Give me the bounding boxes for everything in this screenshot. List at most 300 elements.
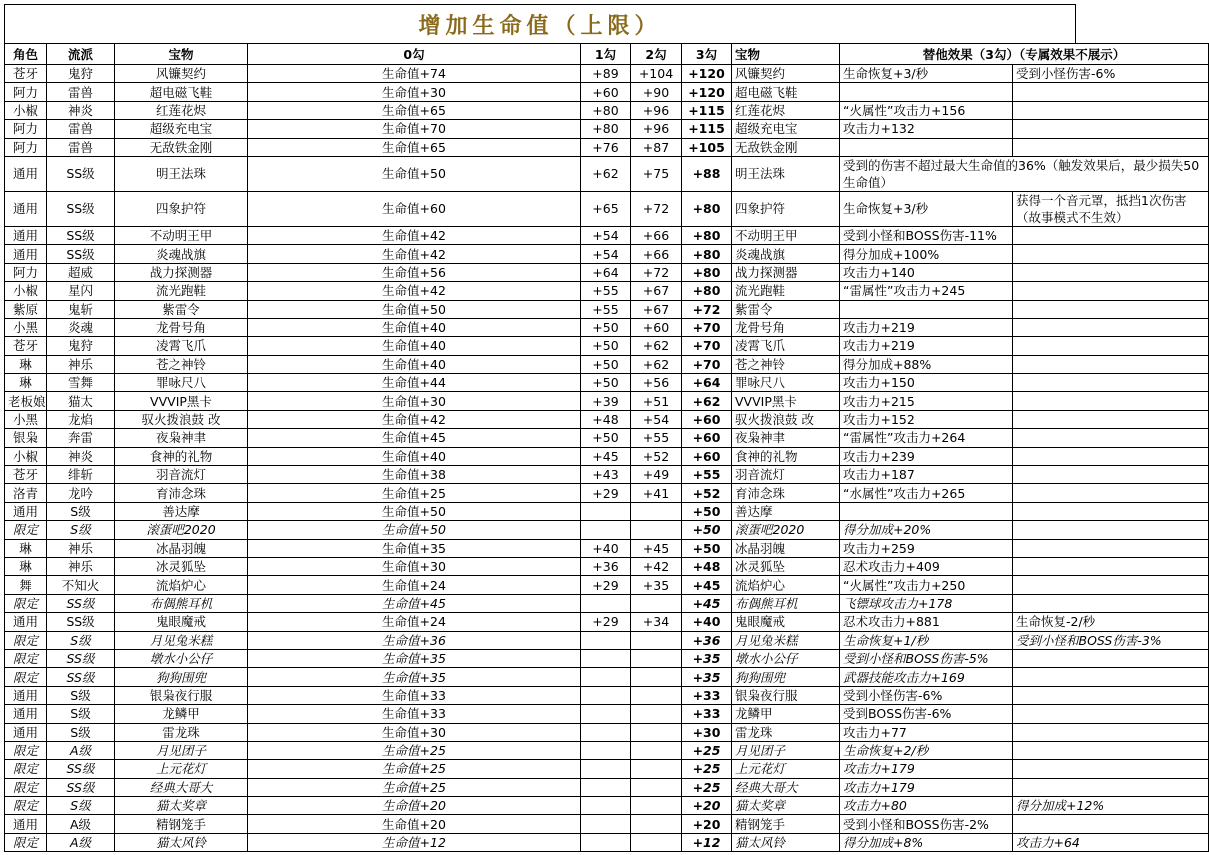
table-row xyxy=(5,705,1209,723)
cell-treasure-name: 不动明王甲 xyxy=(732,226,840,244)
table-row xyxy=(5,300,1209,318)
cell-treasure: 四象护符 xyxy=(115,191,248,226)
cell-school: 绯斩 xyxy=(47,466,115,484)
cell-tick0: 生命值+30 xyxy=(248,557,581,575)
cell-role: 通用 xyxy=(5,226,47,244)
cell-school: SS级 xyxy=(47,245,115,263)
cell-school: SS级 xyxy=(47,613,115,631)
cell-treasure-name: 四象护符 xyxy=(732,191,840,226)
cell-treasure: 猫太奖章 xyxy=(115,797,248,815)
cell-tick2: +67 xyxy=(631,282,682,300)
cell-treasure: 明王法珠 xyxy=(115,156,248,191)
table-row xyxy=(5,502,1209,520)
cell-treasure-name: 超电磁飞鞋 xyxy=(732,83,840,101)
cell-school: A级 xyxy=(47,741,115,759)
sheet-title: 增加生命值（上限） xyxy=(4,4,1076,43)
cell-role: 限定 xyxy=(5,833,47,851)
cell-tick3: +20 xyxy=(682,815,732,833)
cell-tick3: +50 xyxy=(682,539,732,557)
cell-tick1 xyxy=(581,760,631,778)
cell-tick1: +48 xyxy=(581,410,631,428)
cell-tick0: 生命值+24 xyxy=(248,613,581,631)
table-row xyxy=(5,392,1209,410)
cell-school: SS级 xyxy=(47,668,115,686)
cell-tick1: +54 xyxy=(581,226,631,244)
cell-tick0: 生命值+42 xyxy=(248,245,581,263)
cell-tick3: +40 xyxy=(682,613,732,631)
cell-effect-2 xyxy=(1013,83,1209,101)
cell-tick1 xyxy=(581,521,631,539)
cell-effect-2 xyxy=(1013,705,1209,723)
cell-role: 老板娘 xyxy=(5,392,47,410)
cell-tick3: +72 xyxy=(682,300,732,318)
cell-effect-2: 受到小怪伤害-6% xyxy=(1013,65,1209,83)
cell-treasure-name: 上元花灯 xyxy=(732,760,840,778)
cell-school: 奔雷 xyxy=(47,429,115,447)
cell-tick3: +20 xyxy=(682,797,732,815)
cell-tick0: 生命值+45 xyxy=(248,594,581,612)
cell-school: SS级 xyxy=(47,594,115,612)
cell-treasure: 冰灵狐坠 xyxy=(115,557,248,575)
cell-treasure-name: 经典大哥大 xyxy=(732,778,840,796)
cell-treasure: 凌霄飞爪 xyxy=(115,337,248,355)
cell-tick3: +62 xyxy=(682,392,732,410)
cell-role: 小椒 xyxy=(5,282,47,300)
cell-effect-1 xyxy=(840,83,1013,101)
cell-effect-1: “火属性”攻击力+156 xyxy=(840,101,1013,119)
cell-tick0: 生命值+30 xyxy=(248,723,581,741)
cell-effect-2: 得分加成+12% xyxy=(1013,797,1209,815)
cell-treasure-name: 布偶熊耳机 xyxy=(732,594,840,612)
cell-treasure: 龙鳞甲 xyxy=(115,705,248,723)
cell-tick0: 生命值+40 xyxy=(248,337,581,355)
cell-effect-2: 生命恢复-2/秒 xyxy=(1013,613,1209,631)
cell-effect-1: 攻击力+179 xyxy=(840,760,1013,778)
cell-school: 神炎 xyxy=(47,101,115,119)
cell-tick0: 生命值+42 xyxy=(248,282,581,300)
cell-effect-2 xyxy=(1013,337,1209,355)
cell-tick2: +72 xyxy=(631,191,682,226)
cell-tick2 xyxy=(631,778,682,796)
cell-effect-2 xyxy=(1013,668,1209,686)
cell-treasure: 雷龙珠 xyxy=(115,723,248,741)
cell-tick2: +56 xyxy=(631,374,682,392)
cell-school: SS级 xyxy=(47,191,115,226)
cell-tick0: 生命值+25 xyxy=(248,778,581,796)
cell-tick1: +50 xyxy=(581,337,631,355)
cell-school: S级 xyxy=(47,797,115,815)
cell-treasure: 流焰炉心 xyxy=(115,576,248,594)
cell-school: 雷兽 xyxy=(47,138,115,156)
cell-tick0: 生命值+35 xyxy=(248,649,581,667)
cell-school: S级 xyxy=(47,723,115,741)
cell-role: 限定 xyxy=(5,521,47,539)
cell-tick1 xyxy=(581,649,631,667)
cell-tick2: +52 xyxy=(631,447,682,465)
cell-tick3: +120 xyxy=(682,65,732,83)
cell-effect-1: 得分加成+100% xyxy=(840,245,1013,263)
cell-treasure-name: 月见团子 xyxy=(732,741,840,759)
cell-tick3: +88 xyxy=(682,156,732,191)
cell-treasure-name: 紫雷令 xyxy=(732,300,840,318)
cell-tick0: 生命值+30 xyxy=(248,83,581,101)
cell-tick0: 生命值+35 xyxy=(248,539,581,557)
cell-treasure-name: 冰灵狐坠 xyxy=(732,557,840,575)
table-row xyxy=(5,65,1209,83)
table-row xyxy=(5,374,1209,392)
cell-tick0: 生命值+25 xyxy=(248,741,581,759)
cell-tick1 xyxy=(581,705,631,723)
spreadsheet xyxy=(4,4,1200,852)
cell-effect-2 xyxy=(1013,410,1209,428)
cell-school: 龙焰 xyxy=(47,410,115,428)
cell-school: 鬼斩 xyxy=(47,300,115,318)
cell-tick1: +36 xyxy=(581,557,631,575)
cell-treasure-name: 猫太奖章 xyxy=(732,797,840,815)
cell-tick3: +33 xyxy=(682,705,732,723)
header-tick3: 3勾 xyxy=(682,44,732,65)
cell-effect-2 xyxy=(1013,778,1209,796)
cell-tick3: +50 xyxy=(682,521,732,539)
cell-tick0: 生命值+20 xyxy=(248,797,581,815)
cell-treasure-name: 炎魂战旗 xyxy=(732,245,840,263)
table-row xyxy=(5,576,1209,594)
cell-treasure: 月见兔米糕 xyxy=(115,631,248,649)
cell-tick0: 生命值+33 xyxy=(248,686,581,704)
cell-treasure-name: 银枭夜行服 xyxy=(732,686,840,704)
cell-effect-1: 得分加成+88% xyxy=(840,355,1013,373)
cell-tick2: +34 xyxy=(631,613,682,631)
cell-tick3: +70 xyxy=(682,337,732,355)
cell-tick1 xyxy=(581,741,631,759)
table-row xyxy=(5,815,1209,833)
cell-treasure-name: 精钢笼手 xyxy=(732,815,840,833)
cell-treasure-name: 月见兔米糕 xyxy=(732,631,840,649)
cell-tick0: 生命值+38 xyxy=(248,466,581,484)
cell-tick3: +70 xyxy=(682,318,732,336)
cell-treasure-name: 龙鳞甲 xyxy=(732,705,840,723)
cell-treasure-name: 龙骨号角 xyxy=(732,318,840,336)
cell-effect-1: “火属性”攻击力+250 xyxy=(840,576,1013,594)
header-tick2: 2勾 xyxy=(631,44,682,65)
cell-tick2 xyxy=(631,760,682,778)
cell-role: 限定 xyxy=(5,760,47,778)
cell-effect-2 xyxy=(1013,539,1209,557)
cell-school: S级 xyxy=(47,705,115,723)
cell-effect-1: 攻击力+152 xyxy=(840,410,1013,428)
cell-tick0: 生命值+65 xyxy=(248,101,581,119)
cell-role: 限定 xyxy=(5,649,47,667)
cell-effect-2 xyxy=(1013,649,1209,667)
table-row xyxy=(5,833,1209,851)
cell-tick2: +35 xyxy=(631,576,682,594)
cell-effect-1: 攻击力+140 xyxy=(840,263,1013,281)
cell-tick1: +29 xyxy=(581,613,631,631)
cell-treasure: 不动明王甲 xyxy=(115,226,248,244)
cell-school: SS级 xyxy=(47,156,115,191)
cell-treasure: 无敌铁金刚 xyxy=(115,138,248,156)
cell-effect-1: 攻击力+77 xyxy=(840,723,1013,741)
cell-tick1: +64 xyxy=(581,263,631,281)
cell-role: 限定 xyxy=(5,594,47,612)
cell-tick3: +45 xyxy=(682,576,732,594)
cell-tick1 xyxy=(581,502,631,520)
cell-effect-1 xyxy=(840,300,1013,318)
cell-tick2: +66 xyxy=(631,226,682,244)
cell-role: 通用 xyxy=(5,723,47,741)
table-row xyxy=(5,539,1209,557)
cell-treasure: 月见团子 xyxy=(115,741,248,759)
cell-effect-2 xyxy=(1013,101,1209,119)
cell-tick3: +25 xyxy=(682,778,732,796)
cell-tick3: +25 xyxy=(682,760,732,778)
cell-treasure: 猫太风铃 xyxy=(115,833,248,851)
table-row xyxy=(5,778,1209,796)
cell-treasure-name: 战力探测器 xyxy=(732,263,840,281)
cell-tick2 xyxy=(631,668,682,686)
cell-tick2: +42 xyxy=(631,557,682,575)
cell-school: 鬼狩 xyxy=(47,337,115,355)
cell-role: 小椒 xyxy=(5,447,47,465)
cell-tick2 xyxy=(631,594,682,612)
cell-school: 炎魂 xyxy=(47,318,115,336)
cell-effect-1: 攻击力+80 xyxy=(840,797,1013,815)
cell-role: 阿力 xyxy=(5,83,47,101)
cell-effect-1: 攻击力+187 xyxy=(840,466,1013,484)
cell-role: 琳 xyxy=(5,557,47,575)
table-row xyxy=(5,521,1209,539)
cell-tick2: +66 xyxy=(631,245,682,263)
cell-school: S级 xyxy=(47,686,115,704)
table-row xyxy=(5,263,1209,281)
cell-effect-2 xyxy=(1013,263,1209,281)
cell-treasure: 驭火拨浪鼓 改 xyxy=(115,410,248,428)
cell-treasure-name: 善达摩 xyxy=(732,502,840,520)
cell-tick0: 生命值+42 xyxy=(248,410,581,428)
cell-tick3: +33 xyxy=(682,686,732,704)
cell-tick0: 生命值+42 xyxy=(248,226,581,244)
cell-effect-1: 受到小怪和BOSS伤害-11% xyxy=(840,226,1013,244)
cell-treasure: 经典大哥大 xyxy=(115,778,248,796)
cell-school: 鬼狩 xyxy=(47,65,115,83)
cell-tick1: +62 xyxy=(581,156,631,191)
cell-tick2: +87 xyxy=(631,138,682,156)
cell-treasure-name: VVVIP黑卡 xyxy=(732,392,840,410)
cell-school: SS级 xyxy=(47,778,115,796)
table-row xyxy=(5,410,1209,428)
cell-treasure: 墩水小公仔 xyxy=(115,649,248,667)
cell-school: 雪舞 xyxy=(47,374,115,392)
cell-role: 限定 xyxy=(5,741,47,759)
cell-effect-1: 生命恢复+3/秒 xyxy=(840,191,1013,226)
table-row xyxy=(5,120,1209,138)
cell-effect-1: 忍术攻击力+881 xyxy=(840,613,1013,631)
cell-tick1: +29 xyxy=(581,484,631,502)
cell-tick3: +55 xyxy=(682,466,732,484)
cell-effect-1: 飞镖球攻击力+178 xyxy=(840,594,1013,612)
cell-tick3: +70 xyxy=(682,355,732,373)
cell-role: 通用 xyxy=(5,191,47,226)
cell-role: 苍牙 xyxy=(5,65,47,83)
cell-effect-2 xyxy=(1013,466,1209,484)
cell-treasure-name: 墩水小公仔 xyxy=(732,649,840,667)
table-row xyxy=(5,741,1209,759)
cell-tick2 xyxy=(631,723,682,741)
cell-role: 通用 xyxy=(5,815,47,833)
cell-tick1 xyxy=(581,797,631,815)
cell-effect-1 xyxy=(840,138,1013,156)
cell-effect-2 xyxy=(1013,120,1209,138)
cell-tick3: +36 xyxy=(682,631,732,649)
table-row xyxy=(5,101,1209,119)
cell-effect-2 xyxy=(1013,502,1209,520)
cell-tick1: +55 xyxy=(581,300,631,318)
cell-tick0: 生命值+50 xyxy=(248,300,581,318)
cell-tick2 xyxy=(631,705,682,723)
cell-tick3: +60 xyxy=(682,447,732,465)
cell-role: 通用 xyxy=(5,245,47,263)
cell-tick1: +45 xyxy=(581,447,631,465)
cell-effect-2 xyxy=(1013,521,1209,539)
cell-treasure-name: 食神的礼物 xyxy=(732,447,840,465)
cell-treasure-name: 红莲花烬 xyxy=(732,101,840,119)
cell-tick2: +72 xyxy=(631,263,682,281)
cell-treasure-name: 滚蛋吧2020 xyxy=(732,521,840,539)
cell-tick2: +62 xyxy=(631,337,682,355)
cell-school: S级 xyxy=(47,631,115,649)
cell-tick2: +54 xyxy=(631,410,682,428)
cell-effect-1: 生命恢复+2/秒 xyxy=(840,741,1013,759)
cell-effect-2: 获得一个音元罩，抵挡1次伤害（故事模式不生效） xyxy=(1013,191,1209,226)
cell-effect-2 xyxy=(1013,429,1209,447)
cell-tick2 xyxy=(631,815,682,833)
cell-role: 限定 xyxy=(5,778,47,796)
cell-treasure-name: 雷龙珠 xyxy=(732,723,840,741)
header-treasure: 宝物 xyxy=(115,44,248,65)
table-row xyxy=(5,282,1209,300)
cell-tick0: 生命值+40 xyxy=(248,447,581,465)
cell-tick2 xyxy=(631,686,682,704)
cell-effect-1: 生命恢复+1/秒 xyxy=(840,631,1013,649)
cell-tick3: +115 xyxy=(682,101,732,119)
cell-effect-2 xyxy=(1013,282,1209,300)
cell-tick1: +80 xyxy=(581,101,631,119)
cell-effect-1: 受到的伤害不超过最大生命值的36%（触发效果后，最少损失50生命值） xyxy=(840,156,1209,191)
cell-treasure: 狗狗围兜 xyxy=(115,668,248,686)
cell-treasure: 炎魂战旗 xyxy=(115,245,248,263)
cell-school: 不知火 xyxy=(47,576,115,594)
table-row xyxy=(5,429,1209,447)
table-row xyxy=(5,649,1209,667)
table-row xyxy=(5,447,1209,465)
cell-treasure-name: 猫太风铃 xyxy=(732,833,840,851)
cell-treasure: 夜枭神聿 xyxy=(115,429,248,447)
table-row xyxy=(5,226,1209,244)
cell-tick0: 生命值+12 xyxy=(248,833,581,851)
cell-tick3: +60 xyxy=(682,410,732,428)
cell-tick2 xyxy=(631,797,682,815)
cell-treasure-name: 流光跑鞋 xyxy=(732,282,840,300)
cell-effect-1: 攻击力+239 xyxy=(840,447,1013,465)
cell-role: 通用 xyxy=(5,613,47,631)
cell-tick3: +25 xyxy=(682,741,732,759)
table-row xyxy=(5,156,1209,191)
cell-effect-1: 攻击力+150 xyxy=(840,374,1013,392)
cell-tick2: +60 xyxy=(631,318,682,336)
cell-tick3: +35 xyxy=(682,649,732,667)
cell-tick0: 生命值+65 xyxy=(248,138,581,156)
cell-treasure: 苍之神铃 xyxy=(115,355,248,373)
cell-tick3: +30 xyxy=(682,723,732,741)
cell-tick2: +55 xyxy=(631,429,682,447)
cell-tick0: 生命值+20 xyxy=(248,815,581,833)
cell-school: A级 xyxy=(47,833,115,851)
cell-tick2: +45 xyxy=(631,539,682,557)
cell-tick2 xyxy=(631,741,682,759)
cell-tick1 xyxy=(581,778,631,796)
cell-tick2: +75 xyxy=(631,156,682,191)
cell-treasure: 滚蛋吧2020 xyxy=(115,521,248,539)
cell-tick3: +80 xyxy=(682,226,732,244)
cell-tick1: +50 xyxy=(581,355,631,373)
table-row xyxy=(5,245,1209,263)
cell-treasure: 羽音流灯 xyxy=(115,466,248,484)
cell-effect-2 xyxy=(1013,245,1209,263)
cell-role: 舞 xyxy=(5,576,47,594)
cell-tick2: +67 xyxy=(631,300,682,318)
cell-treasure: 精钢笼手 xyxy=(115,815,248,833)
table-row xyxy=(5,686,1209,704)
cell-effect-1: 攻击力+179 xyxy=(840,778,1013,796)
cell-tick3: +120 xyxy=(682,83,732,101)
cell-effect-1: 受到BOSS伤害-6% xyxy=(840,705,1013,723)
data-table xyxy=(4,43,1209,852)
cell-tick2 xyxy=(631,502,682,520)
cell-treasure: 风镰契约 xyxy=(115,65,248,83)
cell-role: 阿力 xyxy=(5,138,47,156)
cell-school: SS级 xyxy=(47,226,115,244)
cell-tick0: 生命值+25 xyxy=(248,760,581,778)
cell-school: 雷兽 xyxy=(47,120,115,138)
cell-tick0: 生命值+25 xyxy=(248,484,581,502)
cell-tick1: +65 xyxy=(581,191,631,226)
cell-role: 限定 xyxy=(5,631,47,649)
cell-tick1 xyxy=(581,594,631,612)
cell-tick1 xyxy=(581,815,631,833)
table-row xyxy=(5,318,1209,336)
cell-role: 小黑 xyxy=(5,318,47,336)
cell-treasure-name: 鬼眼魔戒 xyxy=(732,613,840,631)
cell-effect-1: 攻击力+219 xyxy=(840,318,1013,336)
cell-school: 神炎 xyxy=(47,447,115,465)
cell-tick1 xyxy=(581,668,631,686)
cell-tick1: +50 xyxy=(581,318,631,336)
cell-treasure: VVVIP黑卡 xyxy=(115,392,248,410)
cell-school: 超威 xyxy=(47,263,115,281)
cell-tick0: 生命值+50 xyxy=(248,502,581,520)
cell-tick3: +48 xyxy=(682,557,732,575)
cell-tick0: 生命值+36 xyxy=(248,631,581,649)
cell-effect-2 xyxy=(1013,374,1209,392)
cell-tick2 xyxy=(631,649,682,667)
cell-role: 苍牙 xyxy=(5,466,47,484)
cell-tick0: 生命值+60 xyxy=(248,191,581,226)
table-row xyxy=(5,355,1209,373)
table-row xyxy=(5,797,1209,815)
cell-tick1: +55 xyxy=(581,282,631,300)
cell-tick0: 生命值+56 xyxy=(248,263,581,281)
cell-tick2: +90 xyxy=(631,83,682,101)
